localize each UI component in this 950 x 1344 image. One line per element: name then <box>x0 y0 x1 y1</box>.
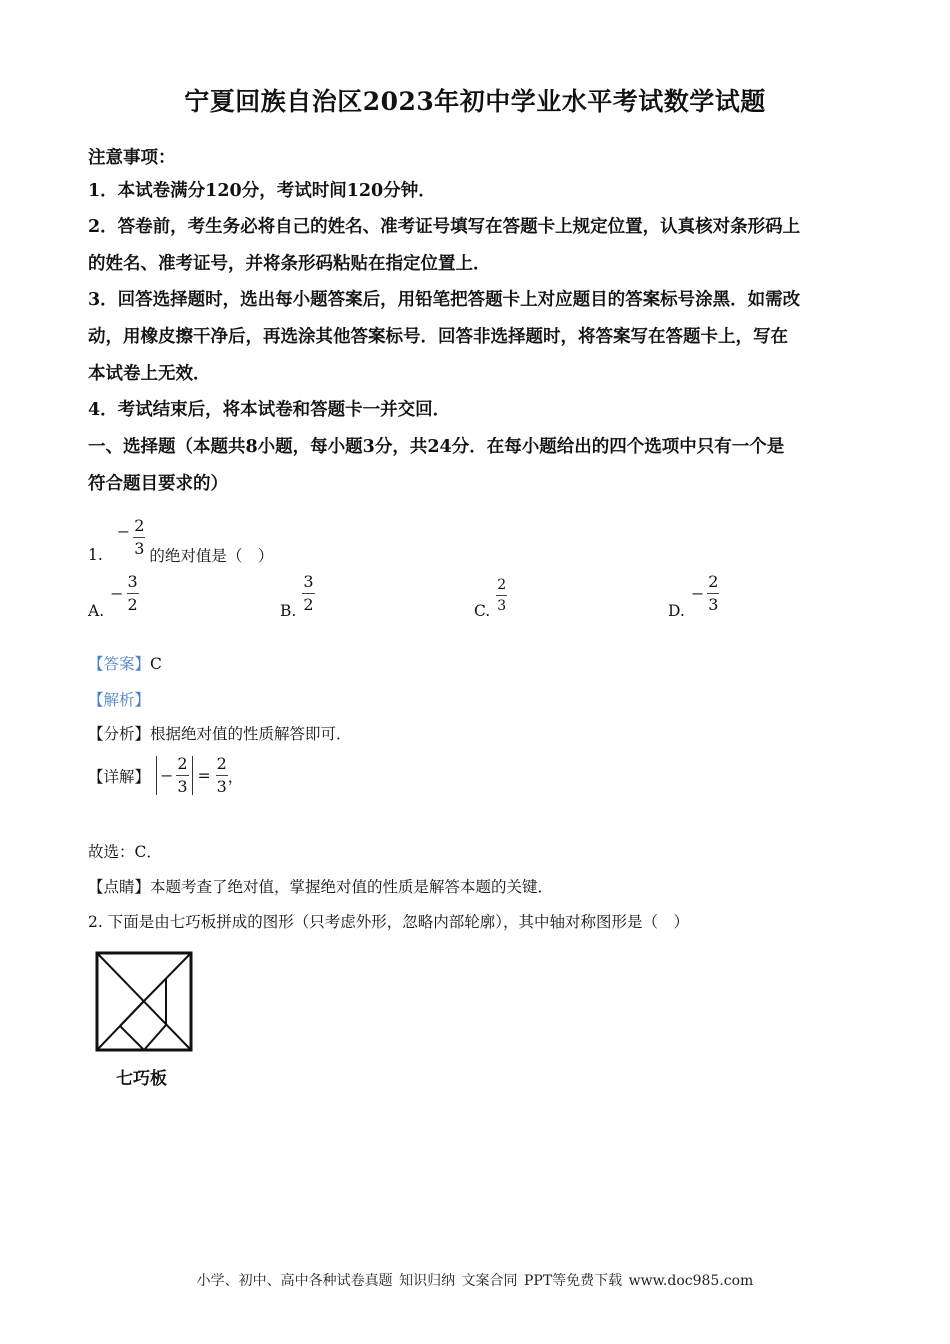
choose-line: 故选：C． <box>88 843 162 861</box>
option-a[interactable] <box>88 566 139 620</box>
notes-heading: 注意事项： <box>88 148 176 168</box>
option-b-fraction <box>302 571 314 614</box>
detail-tag: 【详解】 <box>88 767 151 786</box>
tangram-square-edge-2 <box>120 1001 144 1026</box>
option-a-sign: − <box>110 583 124 603</box>
option-d-sign: − <box>690 583 705 603</box>
tangram-diagonal-upper <box>144 953 191 1001</box>
notes-item-3-line-1: 3．回答选择题时，选出每小题答案后，用铅笔把答题卡上对应题目的答案标号涂黑．如需改 <box>88 290 801 310</box>
option-b-numerator: 3 <box>302 574 314 594</box>
dianjing-tag: 【点睛】 <box>88 878 151 896</box>
dianjing-line <box>88 875 553 897</box>
notes-item-1: 1．本试卷满分120分，考试时间120分钟． <box>88 181 436 201</box>
answer-line <box>88 652 162 674</box>
tangram-caption: 七巧板 <box>116 1069 167 1089</box>
detail-line <box>88 756 243 795</box>
option-a-denominator: 2 <box>127 594 138 614</box>
option-b-label: B. <box>280 602 297 620</box>
question-1-stem: 的绝对值是（ ） <box>149 547 274 565</box>
answer-tag: 【答案】 <box>88 655 151 673</box>
tangram-square-edge <box>144 1025 166 1050</box>
section-1-heading-line-2: 符合题目要求的） <box>88 474 228 494</box>
tangram-small-triangle-left <box>120 1026 144 1050</box>
question-1 <box>88 508 273 566</box>
answer-value: C <box>150 655 162 673</box>
notes-item-3-line-3: 本试卷上无效． <box>88 364 211 384</box>
option-c-label: C. <box>474 602 491 620</box>
question-1-minus-sign: − <box>116 521 131 541</box>
fenxi-tag: 【分析】 <box>88 725 151 743</box>
fenxi-line <box>88 722 352 744</box>
option-b-denominator: 2 <box>303 594 314 614</box>
question-2-stem: 2. 下面是由七巧板拼成的图形（只考虑外形，忽略内部轮廓），其中轴对称图形是（ ） <box>88 913 689 931</box>
detail-result-fraction <box>216 756 228 795</box>
option-c-fraction <box>496 578 507 613</box>
exam-title: 宁夏回族自治区2023年初中学业水平考试数学试题 <box>184 87 766 116</box>
option-d-label: D. <box>668 602 685 620</box>
option-b[interactable] <box>280 566 315 620</box>
option-d-numerator: 2 <box>707 574 719 594</box>
detail-comma: ， <box>227 767 244 786</box>
notes-item-3-line-2: 动，用橡皮擦干净后，再选涂其他答案标号．回答非选择题时，将答案写在答题卡上，写在 <box>88 327 788 347</box>
question-1-number: 1. <box>88 546 103 564</box>
notes-item-2-line-2: 的姓名、准考证号，并将条形码粘贴在指定位置上． <box>88 254 491 274</box>
tangram-figure <box>94 950 196 1054</box>
question-1-numerator: 2 <box>133 518 145 538</box>
option-d-denominator: 3 <box>708 594 719 614</box>
question-1-denominator: 3 <box>134 538 145 558</box>
option-c[interactable] <box>474 570 507 620</box>
detail-denominator: 3 <box>177 777 188 796</box>
detail-result-denominator: 3 <box>216 777 227 796</box>
dianjing-text: 本题考查了绝对值，掌握绝对值的性质是解答本题的关键． <box>150 878 554 896</box>
detail-fraction <box>176 756 188 795</box>
detail-minus-sign: − <box>160 766 174 785</box>
option-c-denominator: 3 <box>497 597 507 614</box>
notes-item-2-line-1: 2．答卷前，考生务必将自己的姓名、准考证号填写在答题卡上规定位置，认真核对条形码上 <box>88 217 801 237</box>
option-a-fraction <box>127 571 139 614</box>
question-1-expression <box>116 515 146 558</box>
option-d[interactable] <box>668 566 719 620</box>
option-a-numerator: 3 <box>127 574 139 594</box>
detail-numerator: 2 <box>176 756 188 776</box>
analysis-tag: 【解析】 <box>88 691 151 709</box>
detail-equals: = <box>197 766 211 785</box>
question-1-fraction <box>133 515 145 558</box>
notes-item-4: 4．考试结束后，将本试卷和答题卡一并交回． <box>88 400 451 420</box>
footer: 小学、初中、高中各种试卷真题 知识归纳 文案合同 PPT等免费下载 www.doc985.com <box>196 1273 754 1289</box>
option-c-numerator: 2 <box>496 578 507 596</box>
section-1-heading-line-1: 一、选择题（本题共8小题，每小题3分，共24分．在每小题给出的四个选项中只有一个是 <box>88 437 785 457</box>
option-d-fraction <box>707 571 719 614</box>
detail-result-numerator: 2 <box>216 756 228 776</box>
fenxi-text: 根据绝对值的性质解答即可． <box>150 725 352 743</box>
absolute-value-bars <box>156 756 193 795</box>
option-a-label: A. <box>88 602 105 620</box>
